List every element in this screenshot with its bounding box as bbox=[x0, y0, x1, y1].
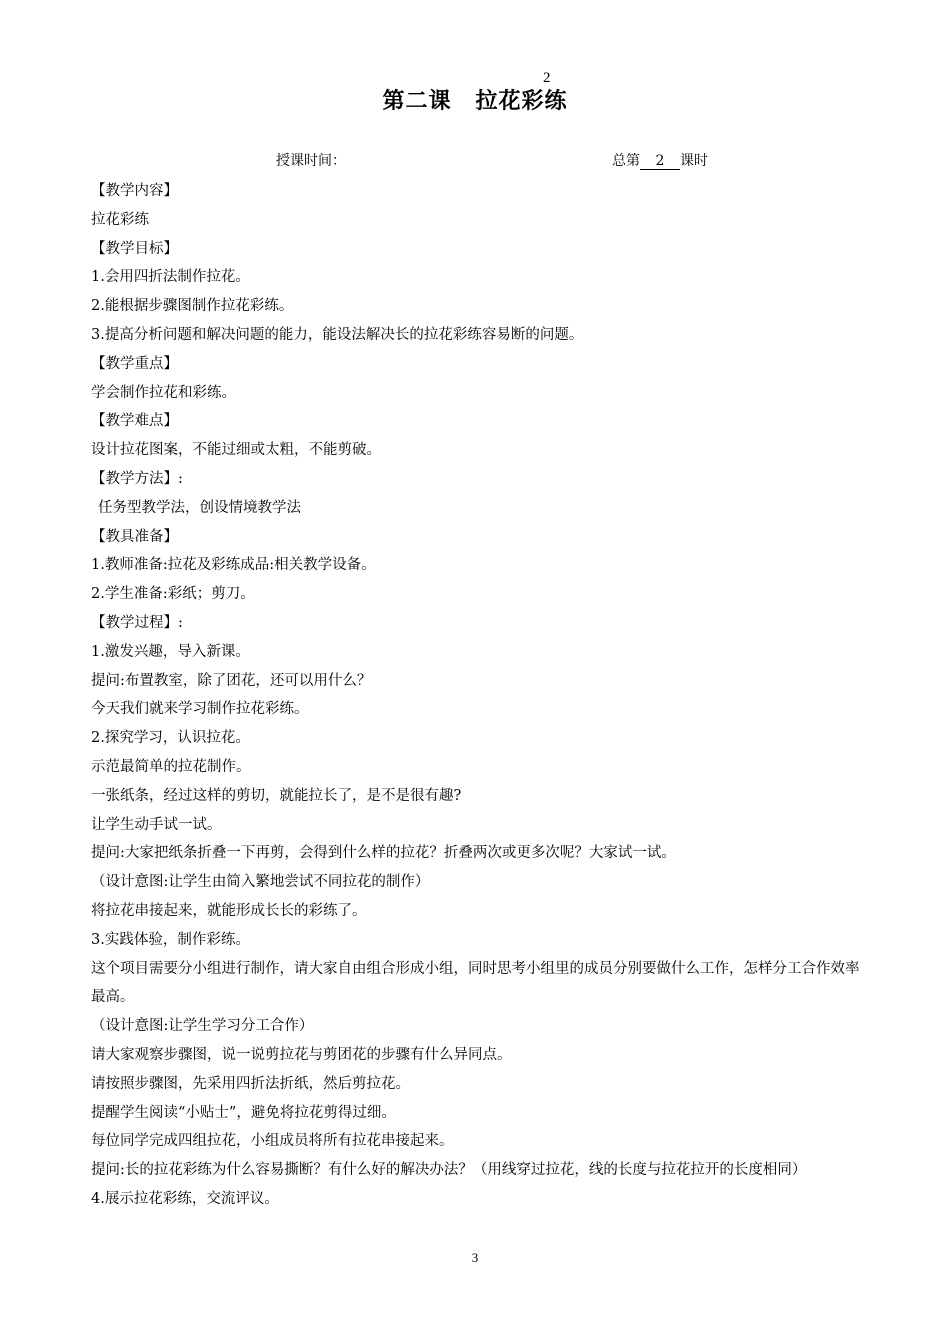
body-line: 今天我们就来学习制作拉花彩练。 bbox=[91, 701, 309, 718]
teaching-time-label: 授课时间： bbox=[276, 153, 346, 169]
body-line: 设计拉花图案，不能过细或太粗，不能剪破。 bbox=[91, 442, 381, 459]
body-line: 提醒学生阅读“小贴士”，避免将拉花剪得过细。 bbox=[91, 1104, 396, 1121]
body-line: 提问:大家把纸条折叠一下再剪，会得到什么样的拉花？折叠两次或更多次呢？大家试一试。 bbox=[91, 845, 676, 862]
body-line: 学会制作拉花和彩练。 bbox=[91, 384, 236, 401]
body-line: 请按照步骤图，先采用四折法折纸，然后剪拉花。 bbox=[91, 1075, 410, 1092]
body-line: （设计意图:让学生由简入繁地尝试不同拉花的制作） bbox=[91, 874, 430, 891]
body-line: 2.探究学习，认识拉花。 bbox=[91, 730, 250, 747]
section-heading: 【教学内容】 bbox=[91, 183, 178, 199]
total-number: 2 bbox=[640, 153, 680, 170]
body-line: 将拉花串接起来，就能形成长长的彩练了。 bbox=[91, 902, 367, 919]
body-line: 2.学生准备:彩纸；剪刀。 bbox=[91, 586, 255, 603]
lesson-body bbox=[91, 177, 866, 1214]
lesson-name: 拉花彩练 bbox=[475, 89, 568, 114]
body-line: 提问:布置教室，除了团花，还可以用什么？ bbox=[91, 672, 372, 689]
body-line: 1.激发兴趣，导入新课。 bbox=[91, 643, 250, 660]
body-line: 2.能根据步骤图制作拉花彩练。 bbox=[91, 298, 294, 315]
body-line: 任务型教学法，创设情境教学法 bbox=[98, 499, 301, 516]
total-lesson-count bbox=[612, 150, 708, 170]
body-line: 1.会用四折法制作拉花。 bbox=[91, 269, 250, 286]
page-title bbox=[0, 84, 950, 115]
page-number: 3 bbox=[471, 1250, 479, 1265]
body-line: 让学生动手试一试。 bbox=[91, 816, 222, 833]
body-line: 4.展示拉花彩练，交流评议。 bbox=[91, 1190, 279, 1207]
section-heading: 【教具准备】 bbox=[91, 528, 178, 545]
body-line: 拉花彩练 bbox=[91, 211, 149, 228]
body-line: 这个项目需要分小组进行制作，请大家自由组合形成小组，同时思考小组里的成员分别要做什么工作，怎样分工合作效率最高。 bbox=[91, 960, 860, 1006]
total-suffix: 课时 bbox=[680, 153, 708, 169]
body-line: 1.教师准备:拉花及彩练成品:相关教学设备。 bbox=[91, 557, 376, 574]
lesson-number: 第二课 bbox=[382, 89, 452, 114]
lesson-meta bbox=[0, 150, 950, 172]
section-heading: 【教学过程】: bbox=[91, 614, 183, 631]
superscript-number: 2 bbox=[543, 70, 551, 86]
section-heading: 【教学方法】: bbox=[91, 470, 183, 487]
body-line: 请大家观察步骤图，说一说剪拉花与剪团花的步骤有什么异同点。 bbox=[91, 1046, 512, 1063]
total-prefix: 总第 bbox=[612, 153, 640, 169]
body-line: 示范最简单的拉花制作。 bbox=[91, 758, 251, 775]
body-line: 3.提高分析问题和解决问题的能力，能设法解决长的拉花彩练容易断的问题。 bbox=[91, 326, 584, 343]
body-line: 每位同学完成四组拉花，小组成员将所有拉花串接起来。 bbox=[91, 1133, 454, 1150]
body-line: 一张纸条，经过这样的剪切，就能拉长了，是不是很有趣? bbox=[91, 787, 462, 804]
section-heading: 【教学重点】 bbox=[91, 355, 178, 372]
body-line: 提问:长的拉花彩练为什么容易撕断？有什么好的解决办法？（用线穿过拉花，线的长度与拉花拉开的长度相同） bbox=[91, 1162, 807, 1179]
body-line: 3.实践体验，制作彩练。 bbox=[91, 931, 250, 948]
section-heading: 【教学难点】 bbox=[91, 413, 178, 430]
section-heading: 【教学目标】 bbox=[91, 240, 178, 257]
body-line: （设计意图:让学生学习分工合作） bbox=[91, 1018, 314, 1035]
